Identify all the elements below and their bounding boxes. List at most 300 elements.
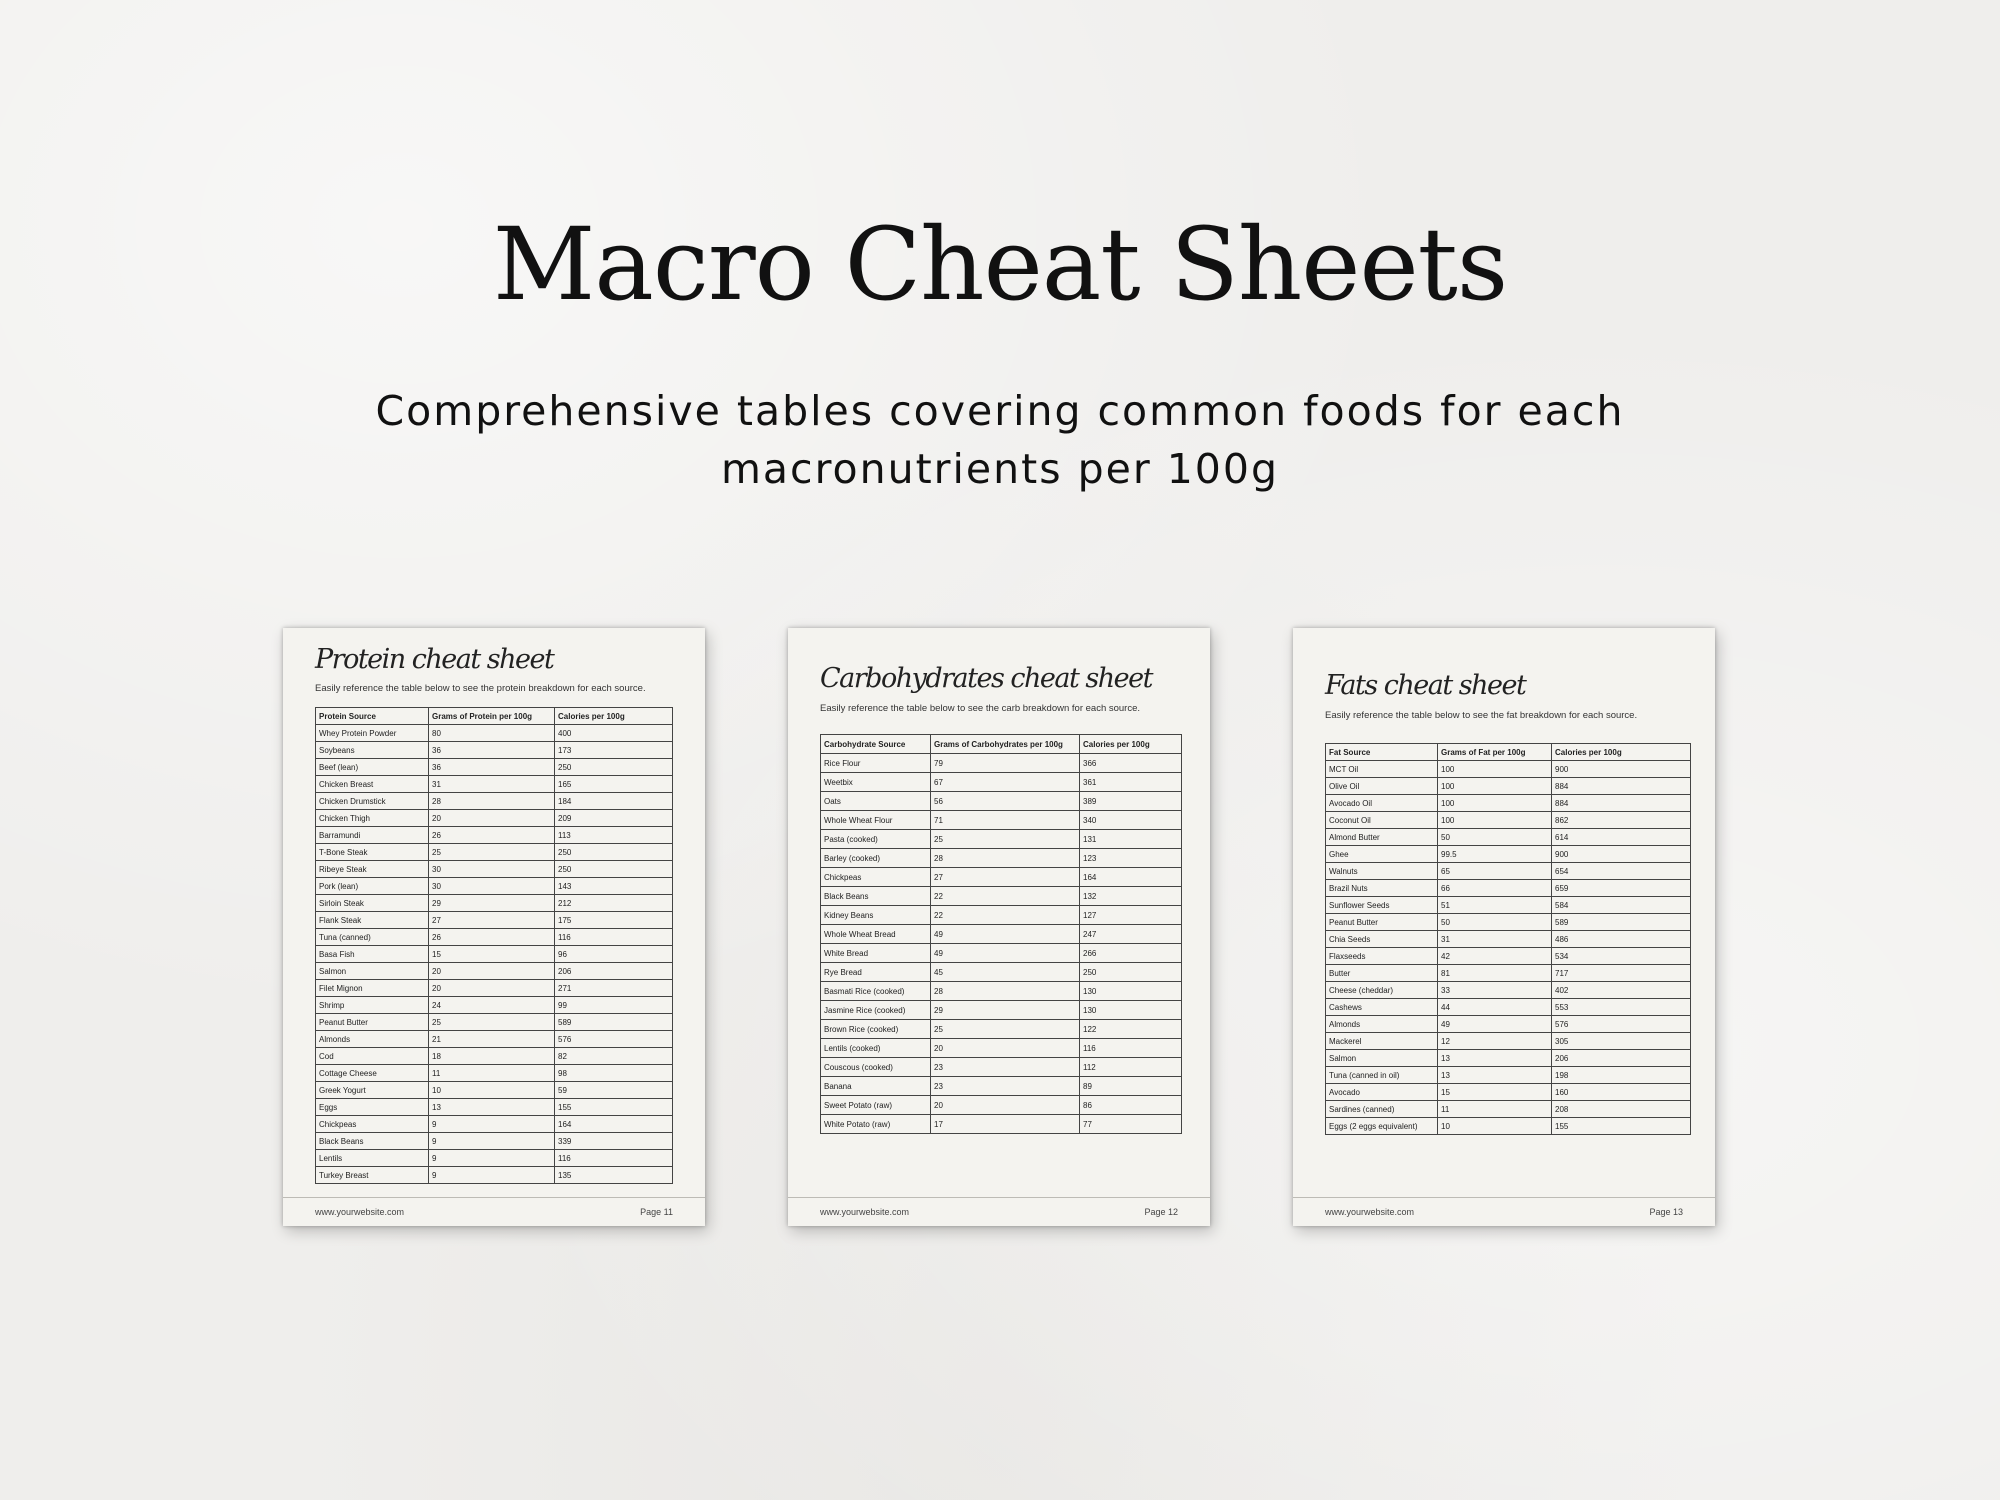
table-cell: 22 — [931, 906, 1080, 925]
table-cell: Avocado Oil — [1326, 795, 1438, 812]
table-cell: Barley (cooked) — [821, 849, 931, 868]
table-row — [1326, 812, 1691, 829]
table-cell: Soybeans — [316, 742, 429, 759]
table-cell: Rye Bread — [821, 963, 931, 982]
table-row — [316, 776, 673, 793]
table-row — [316, 844, 673, 861]
table-cell: 26 — [429, 827, 555, 844]
table-cell: 25 — [429, 844, 555, 861]
table-row — [821, 963, 1182, 982]
table-cell: Tuna (canned in oil) — [1326, 1067, 1438, 1084]
table-row — [1326, 1016, 1691, 1033]
column-header: Calories per 100g — [555, 708, 673, 725]
table-cell: Couscous (cooked) — [821, 1058, 931, 1077]
table-row — [821, 811, 1182, 830]
table-cell: 165 — [555, 776, 673, 793]
table-cell: 13 — [429, 1099, 555, 1116]
table-cell: 50 — [1438, 829, 1552, 846]
table-cell: Chia Seeds — [1326, 931, 1438, 948]
page-footer — [1293, 1197, 1715, 1226]
table-cell: 31 — [1438, 931, 1552, 948]
sheet-description: Easily reference the table below to see the protein breakdown for each source. — [315, 683, 646, 694]
page-title: Macro Cheat Sheets — [492, 206, 1508, 323]
table-row — [316, 827, 673, 844]
table-cell: 576 — [1552, 1016, 1691, 1033]
table-cell: 614 — [1552, 829, 1691, 846]
table-cell: Rice Flour — [821, 754, 931, 773]
table-cell: Banana — [821, 1077, 931, 1096]
table-row — [821, 792, 1182, 811]
table-cell: 15 — [1438, 1084, 1552, 1101]
table-cell: 96 — [555, 946, 673, 963]
table-cell: MCT Oil — [1326, 761, 1438, 778]
table-row — [316, 759, 673, 776]
table-row — [821, 1096, 1182, 1115]
table-cell: 30 — [429, 861, 555, 878]
table-cell: 28 — [931, 982, 1080, 1001]
table-cell: 589 — [555, 1014, 673, 1031]
table-cell: Almond Butter — [1326, 829, 1438, 846]
table-cell: Olive Oil — [1326, 778, 1438, 795]
table-cell: 271 — [555, 980, 673, 997]
table-cell: 100 — [1438, 795, 1552, 812]
sheet-heading: Fats cheat sheet — [1325, 670, 1526, 701]
table-cell: 11 — [429, 1065, 555, 1082]
table-row — [316, 1031, 673, 1048]
table-cell: 89 — [1080, 1077, 1182, 1096]
table-cell: 250 — [555, 759, 673, 776]
table-cell: 23 — [931, 1077, 1080, 1096]
table-cell: 50 — [1438, 914, 1552, 931]
table-cell: 28 — [931, 849, 1080, 868]
table-row — [1326, 1084, 1691, 1101]
table-cell: 884 — [1552, 778, 1691, 795]
table-cell: Flank Steak — [316, 912, 429, 929]
table-cell: Filet Mignon — [316, 980, 429, 997]
table-cell: Black Beans — [821, 887, 931, 906]
table-row — [821, 906, 1182, 925]
table-cell: 132 — [1080, 887, 1182, 906]
table-row — [821, 1001, 1182, 1020]
table-row — [316, 1167, 673, 1184]
table-row — [316, 1099, 673, 1116]
table-cell: 29 — [429, 895, 555, 912]
table-cell: 250 — [555, 861, 673, 878]
table-cell: Whole Wheat Bread — [821, 925, 931, 944]
table-cell: 10 — [1438, 1118, 1552, 1135]
table-cell: 81 — [1438, 965, 1552, 982]
table-cell: 45 — [931, 963, 1080, 982]
table-row — [316, 895, 673, 912]
table-cell: Avocado — [1326, 1084, 1438, 1101]
table-row — [821, 1020, 1182, 1039]
table-cell: 66 — [1438, 880, 1552, 897]
table-row — [316, 946, 673, 963]
table-cell: 206 — [1552, 1050, 1691, 1067]
table-cell: Ghee — [1326, 846, 1438, 863]
table-cell: Cheese (cheddar) — [1326, 982, 1438, 999]
table-cell: 28 — [429, 793, 555, 810]
table-cell: 160 — [1552, 1084, 1691, 1101]
table-cell: Brown Rice (cooked) — [821, 1020, 931, 1039]
table-header-row — [821, 735, 1182, 754]
table-cell: 20 — [429, 810, 555, 827]
table-cell: Sirloin Steak — [316, 895, 429, 912]
table-cell: 82 — [555, 1048, 673, 1065]
table-cell: Shrimp — [316, 997, 429, 1014]
table-cell: Almonds — [316, 1031, 429, 1048]
table-row — [316, 1150, 673, 1167]
table-cell: 659 — [1552, 880, 1691, 897]
table-cell: 123 — [1080, 849, 1182, 868]
table-cell: 305 — [1552, 1033, 1691, 1050]
table-cell: 12 — [1438, 1033, 1552, 1050]
table-row — [316, 912, 673, 929]
table-cell: 900 — [1552, 846, 1691, 863]
table-cell: 9 — [429, 1133, 555, 1150]
carbohydrates-table — [820, 734, 1182, 1134]
table-cell: 250 — [555, 844, 673, 861]
table-cell: 884 — [1552, 795, 1691, 812]
table-header-row — [316, 708, 673, 725]
table-cell: 486 — [1552, 931, 1691, 948]
sheet-description: Easily reference the table below to see the fat breakdown for each source. — [1325, 710, 1638, 721]
table-cell: 49 — [931, 944, 1080, 963]
table-cell: Chickpeas — [316, 1116, 429, 1133]
table-cell: Lentils (cooked) — [821, 1039, 931, 1058]
table-cell: Chicken Thigh — [316, 810, 429, 827]
table-cell: 27 — [931, 868, 1080, 887]
table-cell: Lentils — [316, 1150, 429, 1167]
table-cell: Brazil Nuts — [1326, 880, 1438, 897]
table-cell: 112 — [1080, 1058, 1182, 1077]
table-row — [316, 725, 673, 742]
table-row — [1326, 829, 1691, 846]
table-cell: 71 — [931, 811, 1080, 830]
table-cell: 77 — [1080, 1115, 1182, 1134]
fats-sheet-page — [1293, 628, 1715, 1226]
table-row — [821, 1039, 1182, 1058]
table-row — [821, 944, 1182, 963]
table-cell: Chicken Breast — [316, 776, 429, 793]
table-row — [316, 742, 673, 759]
table-cell: Pork (lean) — [316, 878, 429, 895]
column-header: Calories per 100g — [1552, 744, 1691, 761]
table-row — [316, 861, 673, 878]
table-row — [821, 1077, 1182, 1096]
table-cell: 36 — [429, 742, 555, 759]
table-row — [821, 887, 1182, 906]
table-cell: 18 — [429, 1048, 555, 1065]
table-cell: White Bread — [821, 944, 931, 963]
table-cell: 29 — [931, 1001, 1080, 1020]
table-cell: 400 — [555, 725, 673, 742]
table-row — [1326, 1101, 1691, 1118]
table-row — [1326, 778, 1691, 795]
table-cell: 131 — [1080, 830, 1182, 849]
table-cell: 20 — [429, 963, 555, 980]
table-cell: 25 — [931, 830, 1080, 849]
table-cell: 49 — [1438, 1016, 1552, 1033]
table-row — [1326, 863, 1691, 880]
table-row — [1326, 1033, 1691, 1050]
table-row — [316, 810, 673, 827]
table-cell: 206 — [555, 963, 673, 980]
table-row — [821, 754, 1182, 773]
column-header: Grams of Protein per 100g — [429, 708, 555, 725]
table-cell: 340 — [1080, 811, 1182, 830]
table-row — [316, 1082, 673, 1099]
table-row — [821, 773, 1182, 792]
table-cell: 99 — [555, 997, 673, 1014]
table-cell: 164 — [555, 1116, 673, 1133]
table-cell: 717 — [1552, 965, 1691, 982]
table-cell: 25 — [429, 1014, 555, 1031]
table-row — [1326, 897, 1691, 914]
table-cell: 25 — [931, 1020, 1080, 1039]
table-cell: 21 — [429, 1031, 555, 1048]
table-cell: Chickpeas — [821, 868, 931, 887]
table-cell: 175 — [555, 912, 673, 929]
table-cell: 31 — [429, 776, 555, 793]
table-cell: Oats — [821, 792, 931, 811]
table-cell: 22 — [931, 887, 1080, 906]
table-cell: 44 — [1438, 999, 1552, 1016]
column-header: Grams of Fat per 100g — [1438, 744, 1552, 761]
table-cell: 266 — [1080, 944, 1182, 963]
table-cell: 184 — [555, 793, 673, 810]
table-row — [316, 1133, 673, 1150]
table-cell: 24 — [429, 997, 555, 1014]
table-cell: Beef (lean) — [316, 759, 429, 776]
table-cell: 36 — [429, 759, 555, 776]
table-cell: 130 — [1080, 982, 1182, 1001]
table-cell: 59 — [555, 1082, 673, 1099]
table-cell: 100 — [1438, 778, 1552, 795]
table-cell: 173 — [555, 742, 673, 759]
table-cell: 116 — [555, 1150, 673, 1167]
table-row — [821, 868, 1182, 887]
table-cell: 576 — [555, 1031, 673, 1048]
table-cell: 654 — [1552, 863, 1691, 880]
table-cell: 98 — [555, 1065, 673, 1082]
table-row — [1326, 1050, 1691, 1067]
table-cell: Barramundi — [316, 827, 429, 844]
table-cell: 49 — [931, 925, 1080, 944]
table-cell: 65 — [1438, 863, 1552, 880]
table-cell: 155 — [1552, 1118, 1691, 1135]
table-cell: 42 — [1438, 948, 1552, 965]
table-row — [316, 1065, 673, 1082]
table-cell: Eggs (2 eggs equivalent) — [1326, 1118, 1438, 1135]
table-cell: Tuna (canned) — [316, 929, 429, 946]
table-cell: 116 — [555, 929, 673, 946]
table-row — [316, 980, 673, 997]
table-cell: 20 — [429, 980, 555, 997]
column-header: Protein Source — [316, 708, 429, 725]
table-cell: 589 — [1552, 914, 1691, 931]
table-cell: Cottage Cheese — [316, 1065, 429, 1082]
table-cell: 862 — [1552, 812, 1691, 829]
table-cell: 402 — [1552, 982, 1691, 999]
table-cell: Basa Fish — [316, 946, 429, 963]
table-cell: 127 — [1080, 906, 1182, 925]
table-cell: White Potato (raw) — [821, 1115, 931, 1134]
table-cell: 9 — [429, 1116, 555, 1133]
page-footer — [283, 1197, 705, 1226]
table-cell: 13 — [1438, 1050, 1552, 1067]
table-cell: Jasmine Rice (cooked) — [821, 1001, 931, 1020]
fats-table — [1325, 743, 1691, 1135]
table-cell: 27 — [429, 912, 555, 929]
table-cell: 99.5 — [1438, 846, 1552, 863]
table-cell: Coconut Oil — [1326, 812, 1438, 829]
table-cell: 143 — [555, 878, 673, 895]
table-cell: Salmon — [316, 963, 429, 980]
table-cell: 79 — [931, 754, 1080, 773]
table-row — [1326, 931, 1691, 948]
table-cell: 10 — [429, 1082, 555, 1099]
footer-page-number: Page 12 — [1144, 1207, 1178, 1217]
table-cell: Sardines (canned) — [1326, 1101, 1438, 1118]
table-row — [821, 982, 1182, 1001]
table-row — [821, 1058, 1182, 1077]
table-cell: 584 — [1552, 897, 1691, 914]
table-cell: Turkey Breast — [316, 1167, 429, 1184]
table-cell: 20 — [931, 1039, 1080, 1058]
table-cell: 130 — [1080, 1001, 1182, 1020]
table-cell: 534 — [1552, 948, 1691, 965]
table-cell: 135 — [555, 1167, 673, 1184]
table-cell: 339 — [555, 1133, 673, 1150]
column-header: Grams of Carbohydrates per 100g — [931, 735, 1080, 754]
carbohydrates-sheet-page — [788, 628, 1210, 1226]
footer-url: www.yourwebsite.com — [820, 1207, 910, 1217]
table-cell: Whole Wheat Flour — [821, 811, 931, 830]
table-cell: 15 — [429, 946, 555, 963]
table-cell: Kidney Beans — [821, 906, 931, 925]
table-cell: 164 — [1080, 868, 1182, 887]
table-row — [821, 1115, 1182, 1134]
page-footer — [788, 1197, 1210, 1226]
table-cell: T-Bone Steak — [316, 844, 429, 861]
table-row — [821, 925, 1182, 944]
table-cell: Mackerel — [1326, 1033, 1438, 1050]
table-row — [821, 849, 1182, 868]
table-cell: 209 — [555, 810, 673, 827]
table-row — [1326, 846, 1691, 863]
table-cell: 56 — [931, 792, 1080, 811]
table-cell: 122 — [1080, 1020, 1182, 1039]
table-cell: 247 — [1080, 925, 1182, 944]
table-cell: 80 — [429, 725, 555, 742]
column-header: Calories per 100g — [1080, 735, 1182, 754]
table-cell: Flaxseeds — [1326, 948, 1438, 965]
footer-page-number: Page 11 — [640, 1207, 673, 1217]
table-cell: Pasta (cooked) — [821, 830, 931, 849]
table-cell: 116 — [1080, 1039, 1182, 1058]
table-cell: 26 — [429, 929, 555, 946]
table-cell: Cashews — [1326, 999, 1438, 1016]
table-cell: Greek Yogurt — [316, 1082, 429, 1099]
table-row — [1326, 965, 1691, 982]
table-cell: 366 — [1080, 754, 1182, 773]
table-row — [316, 963, 673, 980]
table-row — [1326, 761, 1691, 778]
footer-url: www.yourwebsite.com — [1325, 1207, 1415, 1217]
table-cell: Sweet Potato (raw) — [821, 1096, 931, 1115]
table-row — [316, 1014, 673, 1031]
column-header: Fat Source — [1326, 744, 1438, 761]
table-cell: Walnuts — [1326, 863, 1438, 880]
table-cell: 389 — [1080, 792, 1182, 811]
footer-page-number: Page 13 — [1649, 1207, 1683, 1217]
table-cell: Sunflower Seeds — [1326, 897, 1438, 914]
table-cell: 30 — [429, 878, 555, 895]
table-cell: 67 — [931, 773, 1080, 792]
table-cell: Weetbix — [821, 773, 931, 792]
table-cell: 212 — [555, 895, 673, 912]
table-cell: 198 — [1552, 1067, 1691, 1084]
table-row — [316, 878, 673, 895]
table-row — [1326, 880, 1691, 897]
table-row — [1326, 1118, 1691, 1135]
table-row — [1326, 982, 1691, 999]
table-cell: Almonds — [1326, 1016, 1438, 1033]
sheet-heading: Carbohydrates cheat sheet — [820, 663, 1152, 694]
table-cell: Eggs — [316, 1099, 429, 1116]
table-cell: 155 — [555, 1099, 673, 1116]
table-cell: 13 — [1438, 1067, 1552, 1084]
table-cell: Black Beans — [316, 1133, 429, 1150]
table-cell: Chicken Drumstick — [316, 793, 429, 810]
table-cell: Ribeye Steak — [316, 861, 429, 878]
table-cell: 17 — [931, 1115, 1080, 1134]
table-row — [1326, 795, 1691, 812]
table-cell: Peanut Butter — [316, 1014, 429, 1031]
sheet-description: Easily reference the table below to see the carb breakdown for each source. — [820, 703, 1141, 714]
table-cell: Whey Protein Powder — [316, 725, 429, 742]
table-header-row — [1326, 744, 1691, 761]
table-row — [316, 929, 673, 946]
sheet-heading: Protein cheat sheet — [315, 644, 554, 675]
page-subtitle: Comprehensive tables covering common foods for each macronutrients per 100g — [375, 387, 1625, 493]
table-cell: 361 — [1080, 773, 1182, 792]
table-row — [316, 1048, 673, 1065]
table-cell: Basmati Rice (cooked) — [821, 982, 931, 1001]
table-cell: 9 — [429, 1150, 555, 1167]
protein-table — [315, 707, 673, 1184]
table-cell: 11 — [1438, 1101, 1552, 1118]
table-cell: 51 — [1438, 897, 1552, 914]
table-cell: 100 — [1438, 812, 1552, 829]
table-cell: 208 — [1552, 1101, 1691, 1118]
table-cell: Salmon — [1326, 1050, 1438, 1067]
table-cell: 250 — [1080, 963, 1182, 982]
table-cell: 9 — [429, 1167, 555, 1184]
table-cell: 100 — [1438, 761, 1552, 778]
table-row — [316, 793, 673, 810]
table-row — [316, 997, 673, 1014]
table-row — [1326, 948, 1691, 965]
table-cell: 20 — [931, 1096, 1080, 1115]
table-cell: 900 — [1552, 761, 1691, 778]
table-cell: 23 — [931, 1058, 1080, 1077]
table-cell: 113 — [555, 827, 673, 844]
table-row — [1326, 1067, 1691, 1084]
column-header: Carbohydrate Source — [821, 735, 931, 754]
table-row — [316, 1116, 673, 1133]
